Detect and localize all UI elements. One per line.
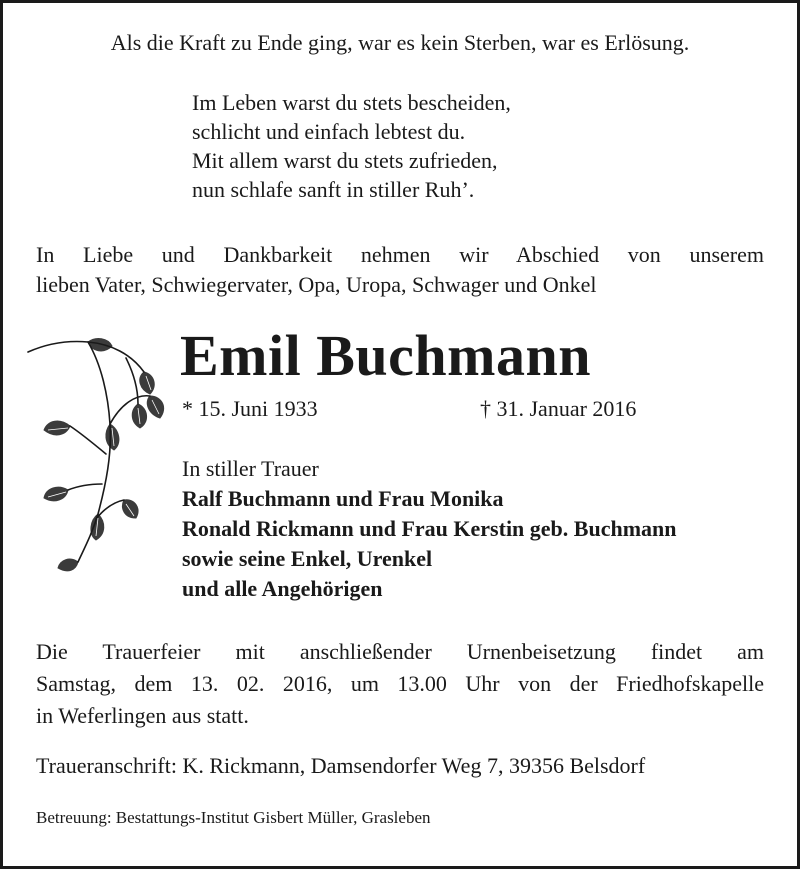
intro-line: lieben Vater, Schwiegervater, Opa, Uropa, Schwager und Onkel [36, 272, 597, 297]
poem-line: Mit allem warst du stets zufrieden, [192, 148, 498, 173]
mourner-name: sowie seine Enkel, Urenkel [182, 546, 433, 571]
deceased-name: Emil Buchmann [180, 323, 591, 388]
poem [192, 88, 511, 204]
mourning-address: Traueranschrift: K. Rickmann, Damsendorfer Weg 7, 39356 Belsdorf [36, 753, 646, 778]
intro-text [36, 240, 764, 300]
motto-line: Als die Kraft zu Ende ging, war es kein Sterben, war es Erlösung. [110, 30, 690, 55]
undertaker-credit: Betreuung: Bestattungs-Institut Gisbert Müller, Grasleben [36, 808, 431, 827]
mourner-name: und alle Angehörigen [182, 576, 383, 601]
birch-branch-icon [26, 334, 176, 574]
poem-line: schlicht und einfach lebtest du. [192, 119, 466, 144]
mourners-heading: In stiller Trauer [182, 456, 319, 481]
mourner-name: Ronald Rickmann und Frau Kerstin geb. Buchmann [182, 516, 677, 541]
service-line: in Weferlingen aus statt. [36, 703, 249, 728]
service-line: Die Trauerfeier mit anschließender Urnenbeisetzung findet am [36, 639, 764, 664]
mourners-block [182, 454, 677, 604]
service-line: Samstag, dem 13. 02. 2016, um 13.00 Uhr von der Friedhofskapelle [36, 671, 764, 696]
death-date: † 31. Januar 2016 [480, 396, 637, 421]
intro-line: In Liebe und Dankbarkeit nehmen wir Abschied von unserem [36, 242, 764, 267]
birth-date: * 15. Juni 1933 [182, 396, 318, 421]
mourner-name: Ralf Buchmann und Frau Monika [182, 486, 504, 511]
service-announcement [36, 636, 764, 732]
poem-line: Im Leben warst du stets bescheiden, [192, 90, 511, 115]
poem-line: nun schlafe sanft in stiller Ruh’. [192, 177, 475, 202]
